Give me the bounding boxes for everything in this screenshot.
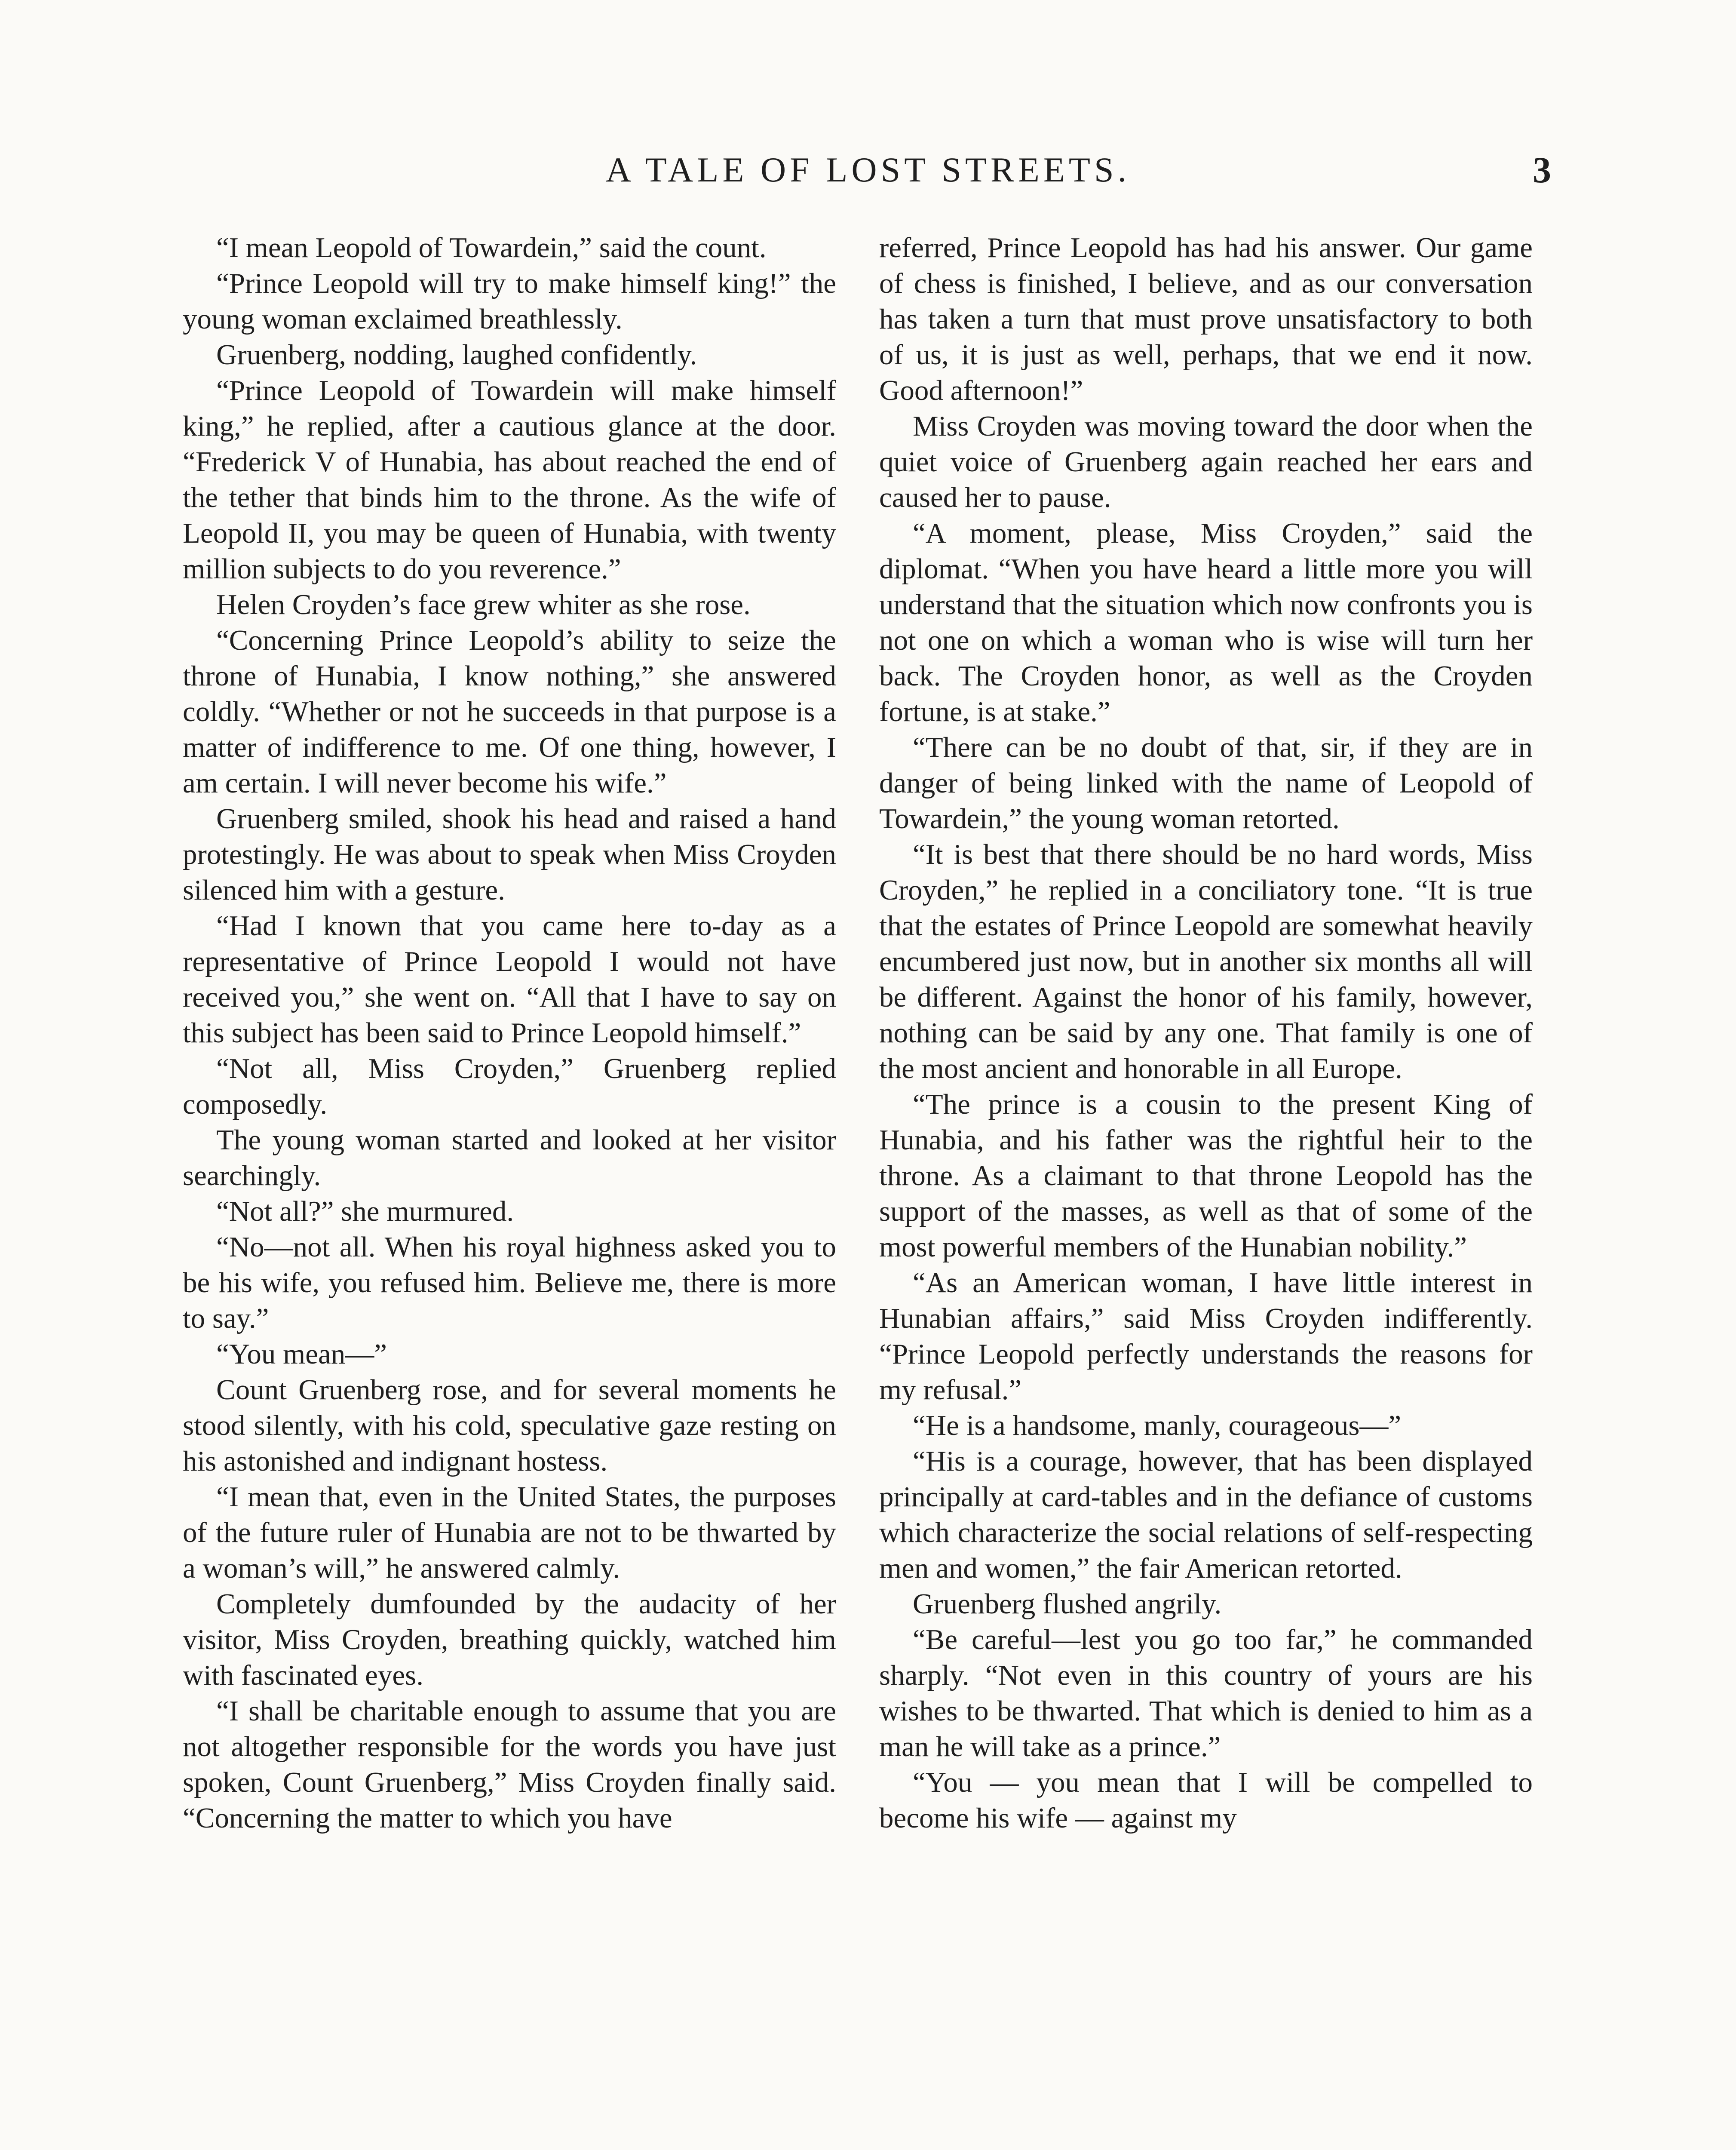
paragraph: Helen Croyden’s face grew whiter as she rose. xyxy=(216,589,751,620)
paragraph: “Concerning Prince Leopold’s ability to seize the throne of Hunabia, I know nothing,” she answered coldly. “Whether or not he succeeds in that purpose is a matter of indifference to me. Of one thing, however, I am certain. I will never become his wife.” xyxy=(183,624,836,799)
paragraph: “Not all, Miss Croyden,” Gruenberg replied composedly. xyxy=(183,1053,836,1120)
paragraph: “The prince is a cousin to the present King of Hunabia, and his father was the rightful heir to the throne. As a claimant to that throne Leopold has the support of the masses, as well as that of some of the most powerful members of the Hunabian nobility.” xyxy=(879,1088,1533,1263)
paragraph: “Had I known that you came here to-day as a representative of Prince Leopold I would not have received you,” she went on. “All that I have to say on this subject has been said to Prince Leopold himself.” xyxy=(183,910,836,1049)
paragraph: “Be careful—lest you go too far,” he commanded sharply. “Not even in this country of yours are his wishes to be thwarted. That which is denied to him as a man he will take as a prince.” xyxy=(879,1624,1533,1763)
paragraph: “You mean—” xyxy=(216,1338,387,1370)
page-number: 3 xyxy=(1533,149,1551,190)
paragraph: “As an American woman, I have little interest in Hunabian affairs,” said Miss Croyden indifferently. “Prince Leopold perfectly understands the reasons for my refusal.” xyxy=(879,1267,1533,1406)
right-column xyxy=(879,230,1533,1836)
paragraph: Gruenberg smiled, shook his head and raised a hand protestingly. He was about to speak when Miss Croyden silenced him with a gesture. xyxy=(183,803,836,906)
paragraph: “He is a handsome, manly, courageous—” xyxy=(913,1410,1402,1441)
paragraph: “It is best that there should be no hard words, Miss Croyden,” he replied in a conciliatory tone. “It is true that the estates of Prince Leopold are somewhat heavily encumbered just now, but in another six months all will be different. Against the honor of his family, however, nothing can be said by any one. That family is one of the most ancient and honorable in all Europe. xyxy=(879,838,1533,1084)
paragraph: “I shall be charitable enough to assume that you are not altogether responsible for the words you have just spoken, Count Gruenberg,” Miss Croyden finally said. “Concerning the matter to which you have xyxy=(183,1695,836,1834)
paragraph: Count Gruenberg rose, and for several moments he stood silently, with his cold, speculative gaze resting on his astonished and indignant hostess. xyxy=(183,1374,836,1477)
paragraph: “I mean that, even in the United States, the purposes of the future ruler of Hunabia are not to be thwarted by a woman’s will,” he answered calmly. xyxy=(183,1481,836,1584)
page-header xyxy=(185,146,1551,194)
paragraph: “His is a courage, however, that has been displayed principally at card-tables and in the defiance of customs which characterize the social relations of self-respecting men and women,” the fair American retorted. xyxy=(879,1445,1533,1584)
paragraph: Gruenberg flushed angrily. xyxy=(913,1588,1222,1620)
paragraph: “I mean Leopold of Towardein,” said the count. xyxy=(216,232,767,264)
paragraph-continued: referred, Prince Leopold has had his answer. Our game of chess is finished, I believe, and as our conversation has taken a turn that must prove unsatisfactory to both of us, it is just as well, perhaps, that we end it now. Good afternoon!” xyxy=(879,232,1533,406)
paragraph: “Not all?” she murmured. xyxy=(216,1195,514,1227)
paragraph: “You — you mean that I will be compelled to become his wife — against my xyxy=(879,1766,1533,1834)
paragraph: Gruenberg, nodding, laughed confidently. xyxy=(216,339,697,371)
paragraph: “A moment, please, Miss Croyden,” said the diplomat. “When you have heard a little more you will understand that the situation which now confronts you is not one on which a woman who is wise will turn her back. The Croyden honor, as well as the Croyden fortune, is at stake.” xyxy=(879,517,1533,728)
paragraph: The young woman started and looked at her visitor searchingly. xyxy=(183,1124,836,1192)
paragraph: Completely dumfounded by the audacity of her visitor, Miss Croyden, breathing quickly, watched him with fascinated eyes. xyxy=(183,1588,836,1691)
paragraph: “Prince Leopold of Towardein will make himself king,” he replied, after a cautious glance at the door. “Frederick V of Hunabia, has about reached the end of the tether that binds him to the throne. As the wife of Leopold II, you may be queen of Hunabia, with twenty million subjects to do you reverence.” xyxy=(183,375,836,585)
left-column xyxy=(183,230,836,1836)
running-title: A TALE OF LOST STREETS. xyxy=(605,150,1131,189)
paragraph: “Prince Leopold will try to make himself king!” the young woman exclaimed breathlessly. xyxy=(183,267,836,335)
paragraph: “There can be no doubt of that, sir, if they are in danger of being linked with the name of Leopold of Towardein,” the young woman retorted. xyxy=(879,731,1533,835)
paragraph: “No—not all. When his royal highness asked you to be his wife, you refused him. Believe me, there is more to say.” xyxy=(183,1231,836,1334)
paragraph: Miss Croyden was moving toward the door when the quiet voice of Gruenberg again reached her ears and caused her to pause. xyxy=(879,410,1533,513)
